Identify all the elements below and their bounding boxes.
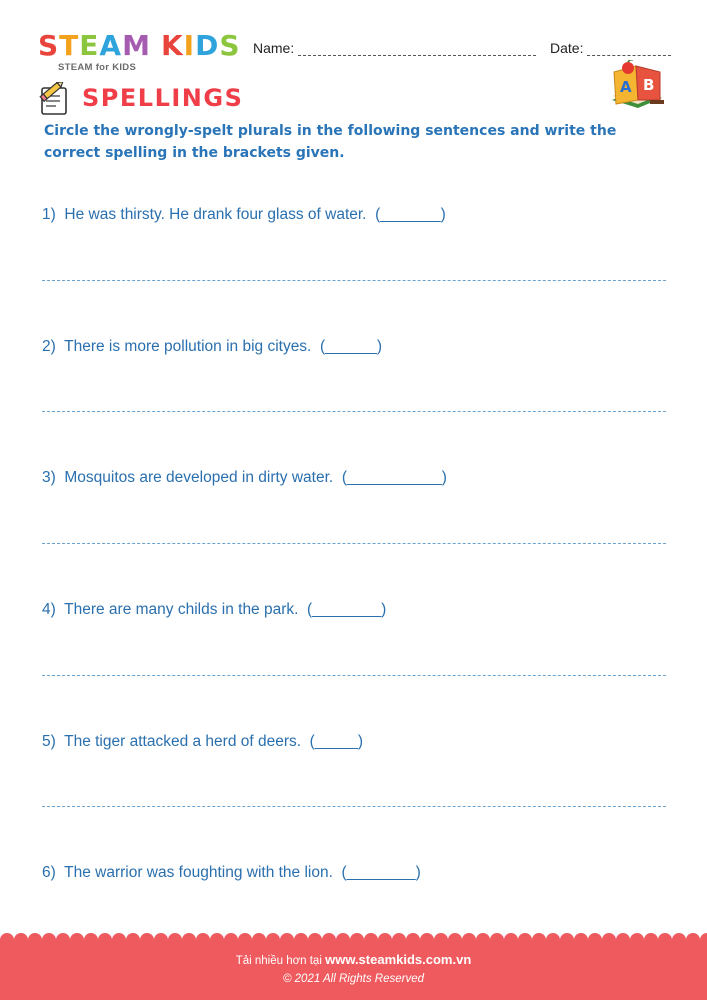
question-4: 4) There are many childs in the park. (________) <box>42 601 387 618</box>
logo-letter: K <box>160 29 184 62</box>
logo-letter: M <box>122 29 151 62</box>
logo-letter: S <box>219 29 241 62</box>
pencil-paper-icon <box>38 82 74 116</box>
name-label: Name: <box>253 40 295 56</box>
answer-line-4[interactable] <box>42 675 666 676</box>
footer-scallop-border <box>0 933 707 947</box>
name-field[interactable] <box>253 40 536 56</box>
footer-download <box>0 952 707 967</box>
question-6: 6) The warrior was foughting with the lion. (________) <box>42 864 421 881</box>
logo-letter: E <box>79 29 100 62</box>
svg-text:A: A <box>620 78 632 96</box>
abc-book-icon <box>608 60 666 112</box>
logo-subtitle: STEAM for KIDS <box>58 62 137 73</box>
logo-letter: T <box>59 29 80 62</box>
footer-copyright: © 2021 All Rights Reserved <box>282 973 424 985</box>
date-line[interactable] <box>587 43 671 56</box>
question-3: 3) Mosquitos are developed in dirty water. (___________) <box>42 469 447 486</box>
footer-site-link[interactable]: www.steamkids.com.vn <box>325 952 472 967</box>
date-field[interactable] <box>550 40 671 56</box>
svg-text:B: B <box>643 76 655 94</box>
instructions: Circle the wrongly-spelt plurals in the following sentences and write the correct spelling in the brackets given. <box>44 123 617 161</box>
question-2: 2) There is more pollution in big cityes. (______) <box>42 338 383 355</box>
question-5: 5) The tiger attacked a herd of deers. (_____) <box>42 733 364 750</box>
logo-letter: D <box>195 29 220 62</box>
answer-line-3[interactable] <box>42 543 666 544</box>
title-row <box>38 82 244 118</box>
logo-letter: I <box>183 29 196 62</box>
answer-line-5[interactable] <box>42 806 666 807</box>
answer-line-2[interactable] <box>42 411 666 412</box>
date-label: Date: <box>550 40 584 56</box>
footer-download-prefix: Tải nhiều hơn tại <box>235 955 322 967</box>
steam-kids-logo <box>38 29 241 73</box>
logo-letter: A <box>99 29 123 62</box>
name-line[interactable] <box>298 43 536 56</box>
footer <box>0 940 707 1000</box>
logo-wordmark <box>38 29 241 62</box>
page-title: SPELLINGS <box>82 84 244 112</box>
answer-line-1[interactable] <box>42 280 666 281</box>
logo-letter: S <box>38 29 60 62</box>
question-1: 1) He was thirsty. He drank four glass of water. (_______) <box>42 206 446 223</box>
